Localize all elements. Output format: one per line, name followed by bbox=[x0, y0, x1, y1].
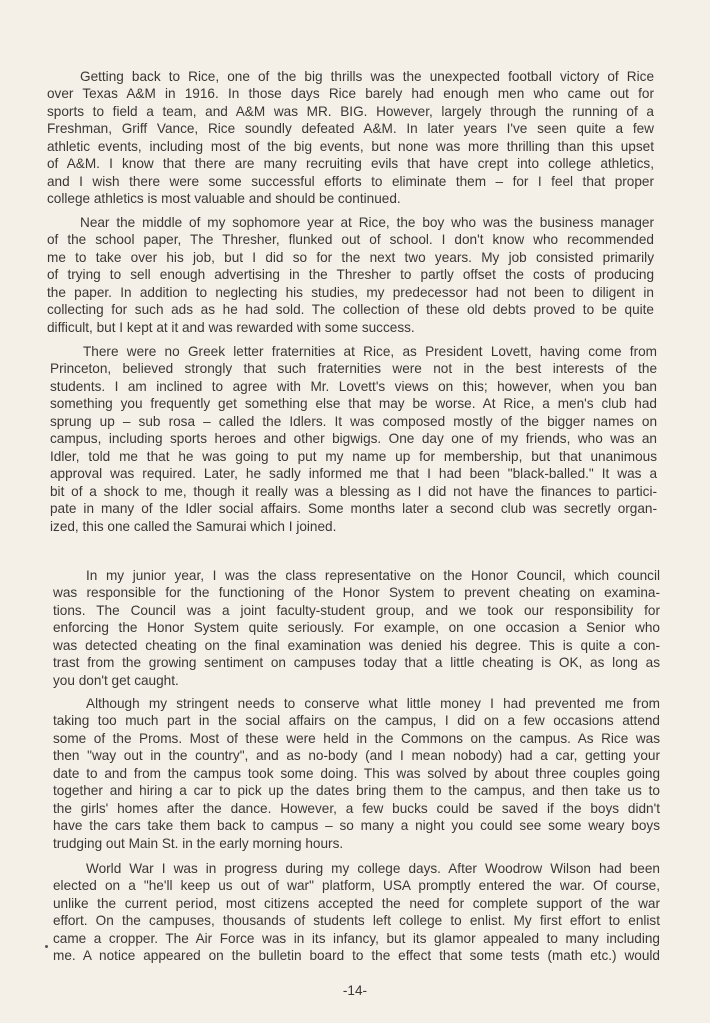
paragraph-5-line: together and hiring a car to pick up the dates bring them to the campus, and then take us to bbox=[53, 783, 660, 799]
paragraph-2-line: collecting for such ads as he had sold. The collection of these old debts proved to be quite bbox=[47, 302, 654, 318]
paragraph-1-line: athletic events, including most of the big events, but none was more thrilling than this upset bbox=[47, 138, 654, 154]
paragraph-5-line: taking too much part in the social affairs on the campus, I did on a few occasions attend bbox=[53, 713, 660, 729]
paragraph-5-line: trudging out Main St. in the early morning hours. bbox=[53, 835, 344, 851]
paragraph-5-line: have the cars take them back to campus – so many a night you could see some weary boys bbox=[53, 818, 660, 834]
paragraph-5-line: some of the Proms. Most of these were held in the Commons on the campus. As Rice was bbox=[53, 730, 660, 746]
paragraph-6-line: unlike the current period, most citizens accepted the need for complete support of the war bbox=[53, 895, 660, 911]
page-number: -14- bbox=[342, 983, 368, 998]
paragraph-6-line: came a cropper. The Air Force was in its infancy, but its glamor appealed to many including bbox=[53, 930, 660, 946]
paragraph-5-line: the girls' homes after the dance. However, a few bucks could be saved if the boys didn't bbox=[53, 800, 660, 816]
paragraph-4-line: In my junior year, I was the class representative on the Honor Council, which council bbox=[86, 568, 660, 583]
paragraph-1-line: over Texas A&M in 1916. In those days Rice barely had enough men who came out for bbox=[47, 86, 654, 102]
speck-mark bbox=[45, 945, 48, 948]
paragraph-3-line: pate in many of the Idler social affairs. Some months later a second club was secretly organ- bbox=[50, 501, 657, 517]
paragraph-1-line: college athletics is most valuable and should be continued. bbox=[47, 191, 401, 207]
paragraph-1-line: of A&M. I know that there are many recruiting evils that have crept into college athletics, bbox=[47, 156, 654, 172]
paragraph-2-line: the paper. In addition to neglecting his studies, my predecessor had not been to diligent in bbox=[47, 284, 654, 300]
paragraph-4-line: tions. The Council was a joint faculty-student group, and we took our responsibility for bbox=[53, 602, 660, 618]
paragraph-1-line: and I wish there were some successful efforts to eliminate them – for I feel that proper bbox=[47, 173, 654, 189]
paragraph-1-line: sports to field a team, and A&M was MR. BIG. However, largely through the running of a bbox=[47, 103, 654, 119]
paragraph-2-line: me to take over his job, but I did so for the next two years. My job consisted primarily bbox=[47, 249, 654, 265]
paragraph-3-line: students. I am inclined to agree with Mr. Lovett's views on this; however, when you ban bbox=[50, 378, 657, 394]
paragraph-2-line: of trying to sell enough advertising in the Thresher to partly offset the costs of producing bbox=[47, 267, 654, 283]
paragraph-1-line: Freshman, Griff Vance, Rice soundly defeated A&M. In later years I've seen quite a few bbox=[47, 121, 654, 137]
paragraph-4-line: trast from the growing sentiment on campuses today that a little cheating is OK, as long as bbox=[53, 655, 660, 671]
paragraph-4-line: you don't get caught. bbox=[53, 672, 179, 688]
paragraph-6-line: elected on a "he'll keep us out of war" platform, USA promptly entered the war. Of course, bbox=[53, 878, 660, 894]
paragraph-3-line: ized, this one called the Samurai which I joined. bbox=[50, 518, 337, 534]
paragraph-5-line: date to and from the campus took some doing. This was solved by about three couples going bbox=[53, 765, 660, 781]
paragraph-5-line: then "way out in the country", and as no-body (and I mean nobody) had a car, getting your bbox=[53, 748, 660, 764]
paragraph-3-line: Idler, told me that he was going to put my name up for membership, but that unanimous bbox=[50, 448, 657, 464]
paragraph-4-line: was detected cheating on the final examination was denied his degree. This is quite a con- bbox=[53, 637, 660, 653]
paragraph-3-line: bit of a shock to me, though it really was a blessing as I did not have the finances to partici- bbox=[50, 483, 657, 499]
paragraph-5-line: Although my stringent needs to conserve what little money I had prevented me from bbox=[86, 696, 660, 711]
paragraph-4-line: enforcing the Honor System quite seriously. For example, on one occasion a Senior who bbox=[53, 620, 660, 636]
paragraph-6-line: me. A notice appeared on the bulletin board to the effect that some tests (math etc.) would bbox=[53, 948, 660, 964]
paragraph-6-line: World War I was in progress during my college days. After Woodrow Wilson had been bbox=[86, 861, 660, 876]
paragraph-1-line: Getting back to Rice, one of the big thrills was the unexpected football victory of Rice bbox=[80, 69, 654, 84]
paragraph-6-line: effort. On the campuses, thousands of students left college to enlist. My first effort to enlist bbox=[53, 913, 660, 929]
paragraph-2-line: Near the middle of my sophomore year at Rice, the boy who was the business manager bbox=[80, 215, 654, 230]
paragraph-3-line: Princeton, believed strongly that such fraternities were not in the best interests of the bbox=[50, 361, 657, 377]
paragraph-3-line: approval was required. Later, he sadly informed me that I had been "black-balled." It was a bbox=[50, 466, 657, 482]
paragraph-2-line: of the school paper, The Thresher, flunked out of school. I don't know who recommended bbox=[47, 232, 654, 248]
paragraph-3-line: something you frequently get something else that may be worse. At Rice, a men's club had bbox=[50, 396, 657, 412]
paragraph-4-line: was responsible for the functioning of the Honor System to prevent cheating on examina- bbox=[53, 585, 660, 601]
paragraph-2-line: difficult, but I kept at it and was rewarded with some success. bbox=[47, 319, 415, 335]
paragraph-3-line: There were no Greek letter fraternities at Rice, as President Lovett, having come from bbox=[83, 344, 657, 359]
paragraph-3-line: campus, including sports heroes and other bigwigs. One day one of my friends, who was an bbox=[50, 431, 657, 447]
paragraph-3-line: sprung up – sub rosa – called the Idlers. It was composed mostly of the bigger names on bbox=[50, 413, 657, 429]
